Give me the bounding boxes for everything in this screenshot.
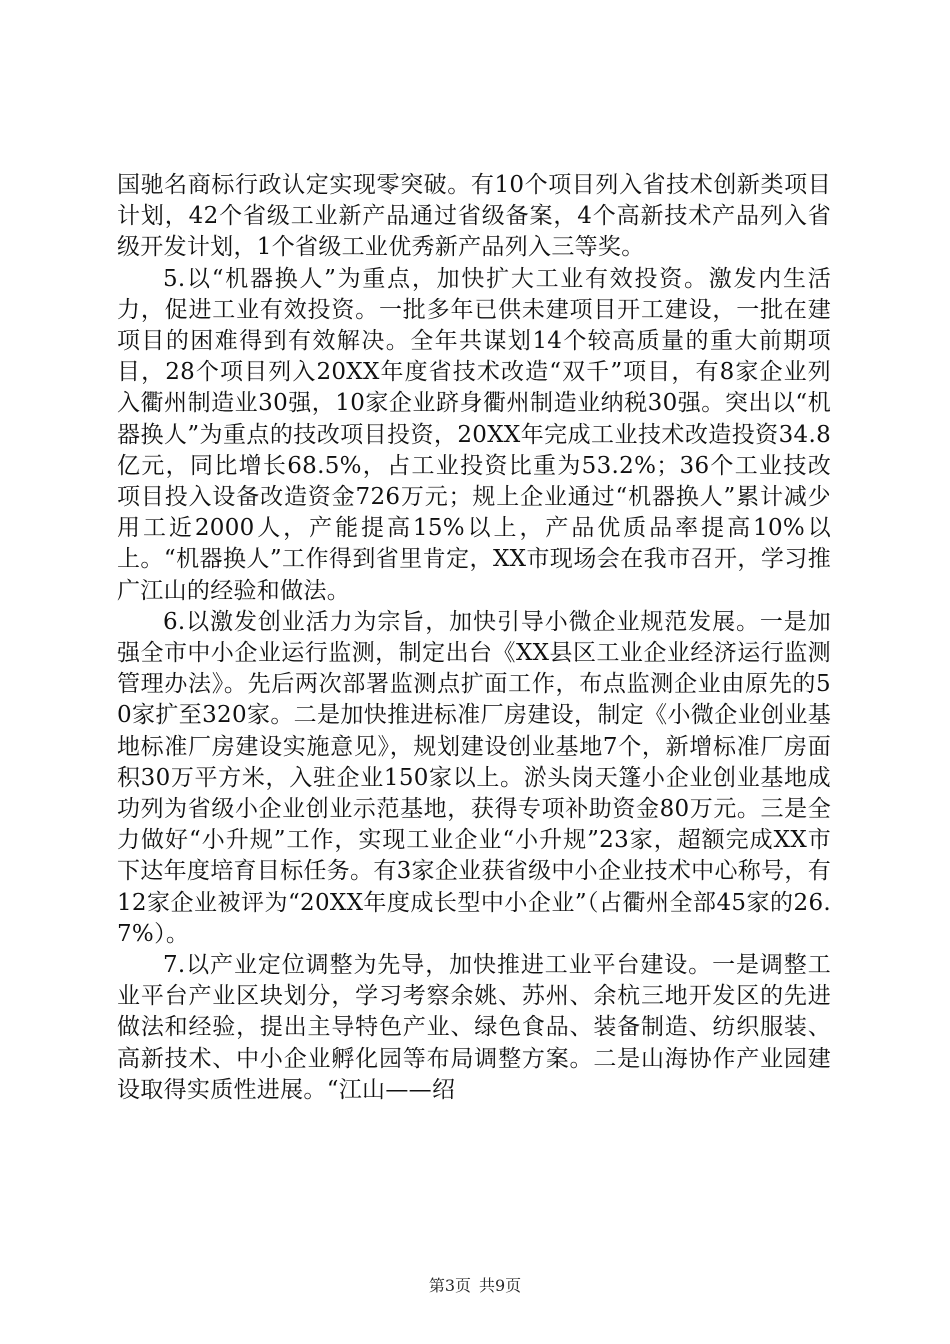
document-body <box>117 170 831 1106</box>
page-total: 共9页 <box>479 1276 522 1295</box>
page-footer <box>0 1276 950 1296</box>
paragraph-item-6: 6.以激发创业活力为宗旨，加快引导小微企业规范发展。一是加强全市中小企业运行监测，制定出台《XX县区工业企业经济运行监测管理办法》。先后两次部署监测点扩面工作，布点监测企业由原先的50家扩至320家。二是加快推进标准厂房建设，制定《小微企业创业基地标准厂房建设实施意见》，规划建设创业基地7个，新增标准厂房面积30万平方米，入驻企业150家以上。淤头岗天篷小企业创业基地成功列为省级小企业创业示范基地，获得专项补助资金80万元。三是全力做好“小升规”工作，实现工业企业“小升规”23家，超额完成XX市下达年度培育目标任务。有3家企业获省级中小企业技术中心称号，有12家企业被评为“20XX年度成长型中小企业”（占衢州全部45家的26.7%）。 <box>117 608 831 947</box>
paragraph-item-5: 5.以“机器换人”为重点，加快扩大工业有效投资。激发内生活力，促进工业有效投资。一批多年已供未建项目开工建设，一批在建项目的困难得到有效解决。全年共谋划14个较高质量的重大前期项目，28个项目列入20XX年度省技术改造“双千”项目，有8家企业列入衢州制造业30强，10家企业跻身衢州制造业纳税30强。突出以“机器换人”为重点的技改项目投资，20XX年完成工业技术改造投资34.8亿元，同比增长68.5%，占工业投资比重为53.2%；36个工业技改项目投入设备改造资金726万元；规上企业通过“机器换人”累计减少用工近2000人，产能提高15%以上，产品优质品率提高10%以上。“机器换人”工作得到省里肯定，XX市现场会在我市召开，学习推广江山的经验和做法。 <box>117 265 831 604</box>
paragraph-item-7: 7.以产业定位调整为先导，加快推进工业平台建设。一是调整工业平台产业区块划分，学习考察余姚、苏州、余杭三地开发区的先进做法和经验，提出主导特色产业、绿色食品、装备制造、纺织服装、高新技术、中小企业孵化园等布局调整方案。二是山海协作产业园建设取得实质性进展。“江山——绍 <box>117 952 831 1103</box>
paragraph-continuation: 国驰名商标行政认定实现零突破。有10个项目列入省技术创新类项目计划，42个省级工业新产品通过省级备案，4个高新技术产品列入省级开发计划，1个省级工业优秀新产品列入三等奖。 <box>117 172 831 261</box>
page-number: 第3页 <box>428 1276 471 1295</box>
